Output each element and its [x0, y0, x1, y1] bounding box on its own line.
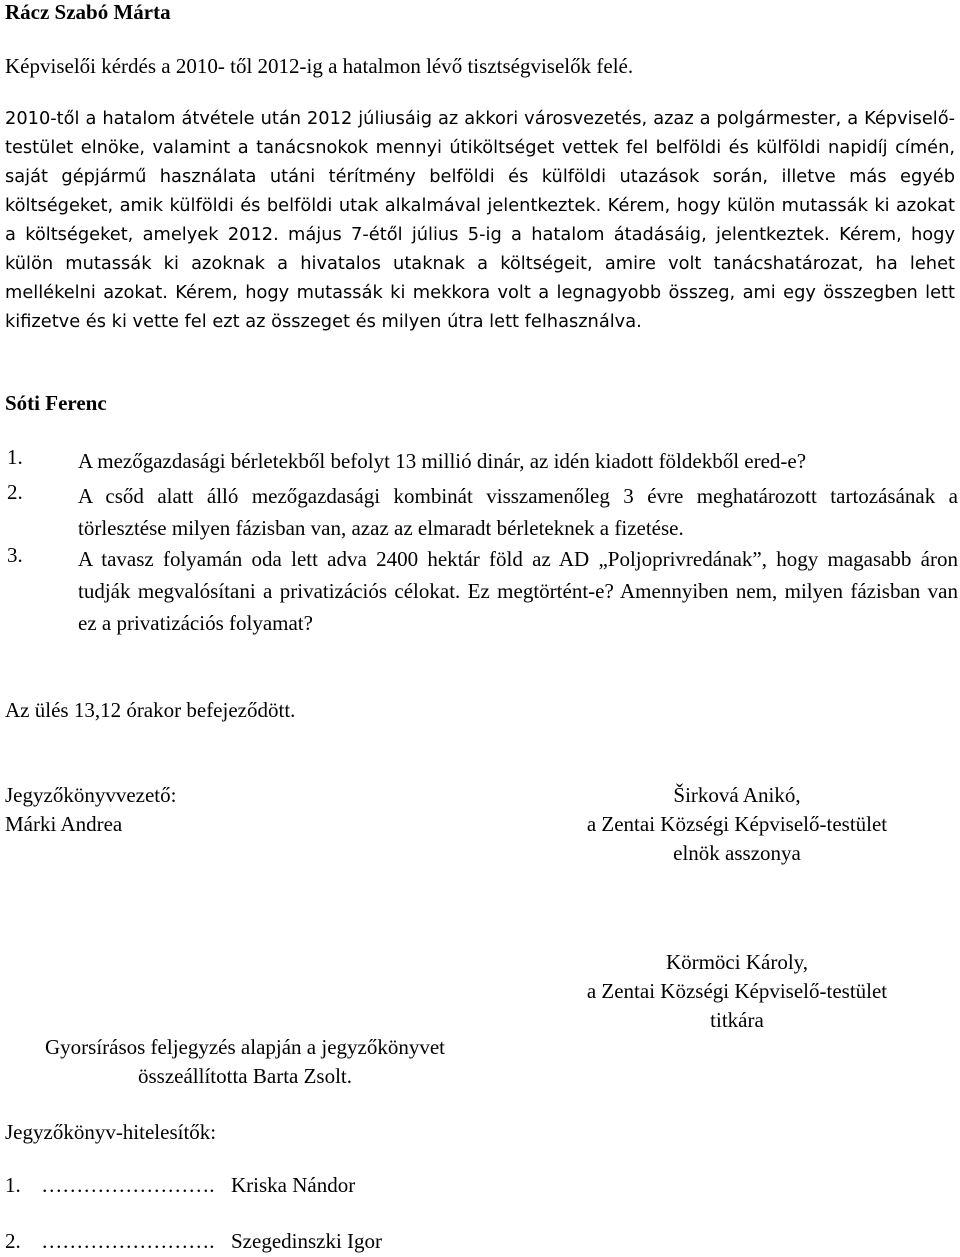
verifier-name: Kriska Nándor [231, 1173, 356, 1197]
president-name: Širková Anikó, [673, 783, 801, 807]
secretary-role: titkára [710, 1008, 764, 1032]
president-role: elnök asszonya [673, 841, 801, 865]
list-item-number: 2. [7, 480, 23, 504]
list-item-text: A tavasz folyamán oda lett adva 2400 hektár föld az AD „Poljoprivredának”, hogy magasabb áron tudják megvalósítani a privatizációs célokat. Ez megtörtént-e? Amennyiben nem, milyen fázisban van ez a privatizációs folyamat? [78, 547, 958, 635]
list-item-text: A mezőgazdasági bérletekből befolyt 13 millió dinár, az idén kiadott földekből ered-e? [78, 449, 807, 473]
verifier-row [5, 1229, 382, 1254]
verifier-number: 1. [5, 1173, 21, 1197]
secretary-signature-block [572, 948, 902, 1035]
stenographer-line-1: Gyorsírásos feljegyzés alapján a jegyzőkönyvet [44, 1035, 446, 1059]
recorder-title: Jegyzőkönyvvezető: [5, 783, 177, 807]
heading-soti-ferenc: Sóti Ferenc [5, 391, 107, 415]
verifier-signature-line: ……………………. [41, 1229, 215, 1253]
list-item-text: A csőd alatt álló mezőgazdasági kombinát visszamenőleg 3 évre meghatározott tartozásának a törlesztése milyen fázisban van, azaz az elmaradt bérleteknek a fizetése. [78, 484, 958, 540]
verifier-row [5, 1173, 355, 1198]
president-signature-block [572, 781, 902, 868]
verifiers-title: Jegyzőkönyv-hitelesítők: [5, 1120, 217, 1144]
secretary-name: Körmöci Károly, [665, 950, 809, 974]
verifier-signature-line: ……………………. [41, 1173, 215, 1197]
recorder-block [5, 781, 176, 839]
verifier-number: 2. [5, 1229, 21, 1253]
secretary-org: a Zentai Községi Képviselő-testület [586, 979, 888, 1003]
question-body: 2010-től a hatalom átvétele után 2012 júliusáig az akkori városvezetés, azaz a polgármester, a Képviselő-testület elnöke, valamint a tanácsnokok mennyi útiköltséget vettek fel belföldi és külföldi napidíj címén, saját gépjármű használata utáni térítmény belföldi és külföldi utazások során, illetve más egyéb költségeket, amik külföldi és belföldi utak alkalmával jelentkeztek. Kérem, hogy külön mutassák ki azokat a költségeket, amelyek 2012. május 7-étől július 5-ig a hatalom átadásáig, jelentkeztek. Kérem, hogy külön mutassák ki azoknak a hivatalos utaknak a költségeit, amire volt tanácshatározat, ha lehet mellékelni azokat. Kérem, hogy mutassák ki mekkora volt a legnagyobb összeg, ami egy összegben lett kifizetve és ki vette fel ezt az összeget és milyen útra lett felhasználva. [5, 108, 955, 332]
closing-statement: Az ülés 13,12 órakor befejeződött. [5, 698, 296, 722]
stenographer-line-2: összeállította Barta Zsolt. [137, 1064, 353, 1088]
question-subtitle: Képviselői kérdés a 2010- től 2012-ig a hatalmon lévő tisztségviselők felé. [5, 54, 634, 78]
verifier-name: Szegedinszki Igor [231, 1229, 383, 1253]
president-org: a Zentai Községi Képviselő-testület [586, 812, 888, 836]
recorder-name: Márki Andrea [5, 812, 123, 836]
list-item-number: 1. [7, 445, 23, 469]
stenographer-note [5, 1033, 485, 1091]
list-item-number: 3. [7, 543, 23, 567]
heading-racz-szabo-marta: Rácz Szabó Márta [5, 0, 171, 24]
